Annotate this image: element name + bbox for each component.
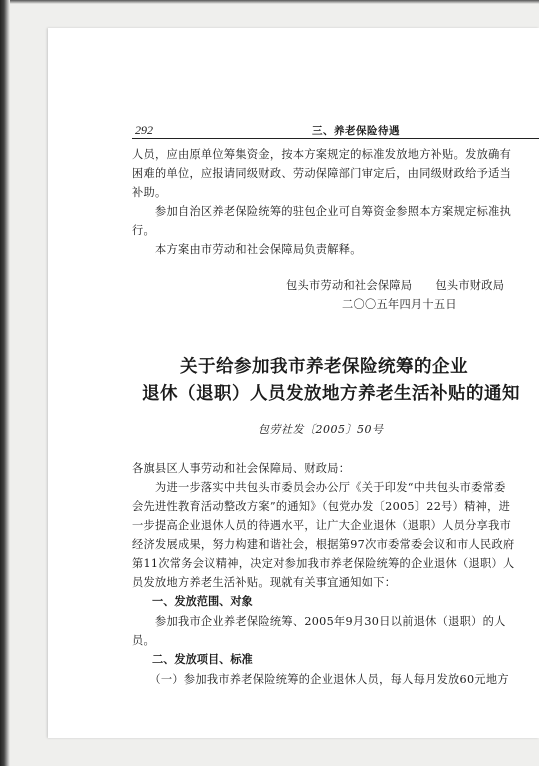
text-line: 会先进性教育活动整改方案”的通知》（包党办发〔2005〕22号）精神，进 [132,500,511,513]
text-line: 人员，应由原单位筹集资金，按本方案规定的标准发放地方补贴。发放确有 [132,148,512,161]
text-line: 为进一步落实中共包头市委员会办公厅《关于印发“中共包头市委常委 [132,481,506,494]
page-number: 292 [135,123,153,137]
notice-title-line-2: 退休（退职）人员发放地方养老生活补贴的通知 [142,384,520,404]
text-line: 参加我市企业养老保险统筹、2005年9月30日以前退休（退职）的人 [132,615,506,628]
document-number: 包劳社发〔2005〕50号 [258,423,384,436]
issue-date: 二〇〇五年四月十五日 [342,298,457,311]
text-line: 员发放地方养老生活补贴。现就有关事宜通知如下： [132,576,397,589]
section-2-heading: 二、发放项目、标准 [152,652,253,666]
text-line: 员。 [132,634,155,647]
text-line: 行。 [132,224,155,237]
book-page [48,28,539,738]
text-line: 参加自治区养老保险统筹的驻包企业可自筹资金参照本方案规定标准执 [132,205,512,218]
text-line: （一）参加我市养老保险统筹的企业退休人员，每人每月发放60元地方 [132,673,509,686]
running-header [132,122,539,139]
signatories: 包头市劳动和社会保障局 包头市财政局 [286,279,505,292]
section-1-heading: 一、发放范围、对象 [152,594,253,608]
scan-top-edge [0,0,539,4]
notice-title-line-1: 关于给参加我市养老保险统筹的企业 [180,357,468,377]
running-title: 三、养老保险待遇 [312,125,400,137]
text-line: 一步提高企业退休人员的待遇水平，让广大企业退休（退职）人员分享我市 [132,519,512,532]
scan-left-edge [0,0,10,766]
text-line: 本方案由市劳动和社会保障局负责解释。 [132,243,362,256]
text-line: 经济发展成果，努力构建和谐社会，根据第97次市委常委会议和市人民政府 [132,538,515,551]
addressee: 各旗县区人事劳动和社会保障局、财政局： [132,462,351,475]
text-line: 第11次常务会议精神，决定对参加我市养老保险统筹的企业退休（退职）人 [132,557,515,570]
text-line: 补助。 [132,186,167,199]
text-line: 困难的单位，应报请同级财政、劳动保障部门审定后，由同级财政给予适当 [132,167,512,180]
